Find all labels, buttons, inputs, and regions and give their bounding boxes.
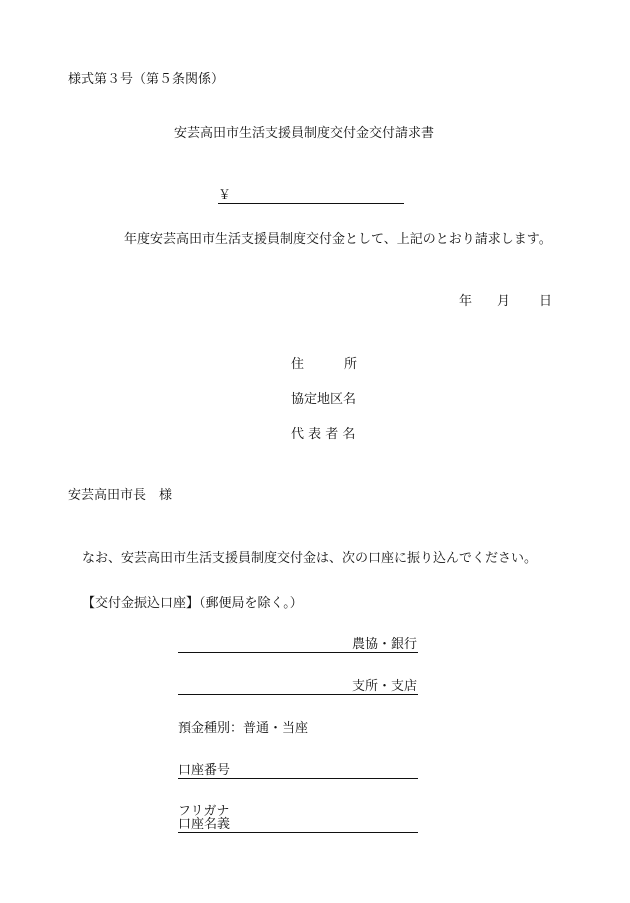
account-name-underline [178,832,418,833]
amount-underline [218,203,404,204]
date-day: 日 [539,294,553,309]
addressee: 安芸高田市長 様 [68,488,173,503]
yen-mark: ￥ [218,188,232,203]
account-number-label: 口座番号 [178,763,231,778]
bank-suffix: 農協・銀行 [352,637,418,652]
representative-label: 代 表 者 名 [291,427,356,442]
branch-suffix: 支所・支店 [352,679,418,694]
date-month: 月 [497,294,511,309]
account-heading: 【交付金振込口座】（郵便局を除く。） [82,596,303,611]
form-number: 様式第３号（第５条関係） [68,72,225,87]
transfer-statement: なお、安芸高田市生活支援員制度交付金は、次の口座に振り込んでください。 [82,551,538,566]
account-number-underline [178,778,418,779]
date-year: 年 [459,294,473,309]
address-label-1: 住 [291,357,305,372]
account-name-label: 口座名義 [178,817,231,832]
request-statement: 年度安芸高田市生活支援員制度交付金として、上記のとおり請求します。 [124,232,552,247]
furigana-label: フリガナ [178,804,230,819]
document-title: 安芸高田市生活支援員制度交付金交付請求書 [174,126,435,141]
branch-underline [178,694,418,695]
bank-underline [178,652,418,653]
deposit-type[interactable]: 預金種別：普通・当座 [178,721,309,736]
district-label: 協定地区名 [291,392,357,407]
address-label-2: 所 [344,357,358,372]
